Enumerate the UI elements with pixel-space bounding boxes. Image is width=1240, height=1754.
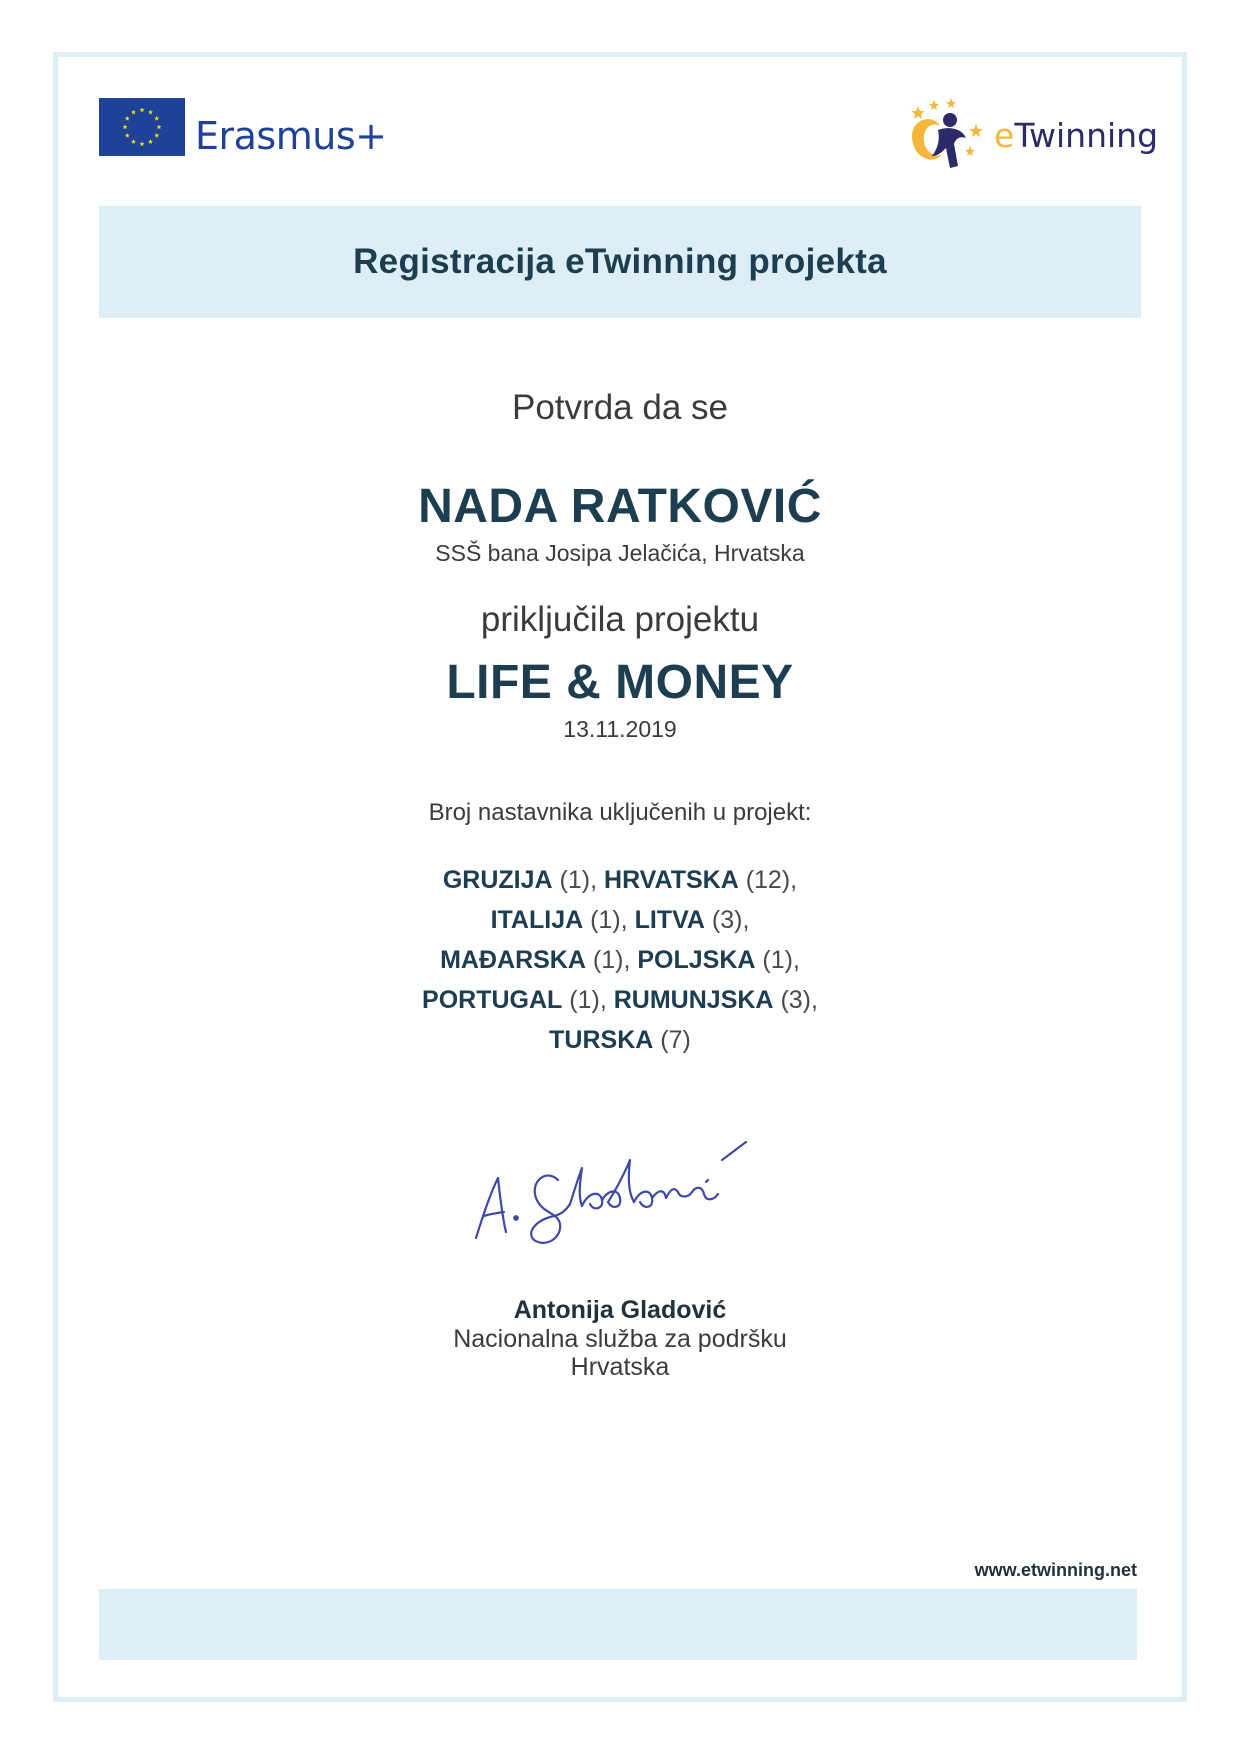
handwritten-signature — [466, 1120, 786, 1260]
title-band — [99, 206, 1141, 318]
page-title: Registracija eTwinning projekta — [353, 242, 887, 281]
country-name: HRVATSKA — [604, 866, 739, 894]
teacher-name: NADA RATKOVIĆ — [418, 480, 822, 533]
signatory-role: Nacionalna služba za podršku — [453, 1325, 787, 1353]
country-count: (7) — [660, 1026, 691, 1054]
teachers-count-label: Broj nastavnika uključenih u projekt: — [428, 799, 812, 826]
country-list — [0, 860, 1240, 1060]
country-name: TURSKA — [549, 1026, 654, 1054]
country-line: PORTUGAL (1), RUMUNJSKA (3), — [422, 986, 818, 1014]
registration-date: 13.11.2019 — [563, 716, 677, 742]
country-line: ITALIJA (1), LITVA (3), — [490, 906, 750, 934]
country-name: LITVA — [634, 906, 705, 934]
intro-text: Potvrda da se — [512, 388, 728, 427]
country-count: (1) — [592, 946, 624, 974]
country-count: (3) — [711, 906, 743, 934]
country-name: RUMUNJSKA — [613, 986, 774, 1014]
country-name: MAĐARSKA — [440, 946, 586, 974]
country-count: (1) — [762, 946, 793, 974]
country-name: ITALIJA — [490, 906, 584, 934]
country-count: (3) — [780, 986, 811, 1014]
project-name: LIFE & MONEY — [446, 656, 794, 709]
etwinning-emblem-icon — [904, 96, 994, 174]
erasmus-logo-text: Erasmus+ — [195, 114, 387, 158]
country-line: MAĐARSKA (1), POLJSKA (1), — [440, 946, 800, 974]
signatory-name: Antonija Gladović — [513, 1296, 727, 1324]
joined-text: priključila projektu — [480, 600, 760, 639]
website-link[interactable]: www.etwinning.net — [974, 1560, 1137, 1580]
country-line: GRUZIJA (1), HRVATSKA (12), — [442, 866, 798, 894]
country-line — [0, 1020, 1240, 1060]
country-name: PORTUGAL — [422, 986, 563, 1014]
country-name: GRUZIJA — [442, 866, 553, 894]
country-count: (1) — [569, 986, 600, 1014]
country-count: (1) — [590, 906, 621, 934]
country-count: (1) — [559, 866, 591, 894]
footer-band — [99, 1589, 1137, 1660]
school-name: SSŠ bana Josipa Jelačića, Hrvatska — [435, 540, 805, 566]
etwinning-logo-text: eTwinning — [994, 116, 1159, 155]
signatory-country: Hrvatska — [570, 1353, 670, 1381]
country-count: (12) — [745, 866, 791, 894]
country-name: POLJSKA — [637, 946, 756, 974]
eu-flag-icon — [99, 98, 185, 156]
